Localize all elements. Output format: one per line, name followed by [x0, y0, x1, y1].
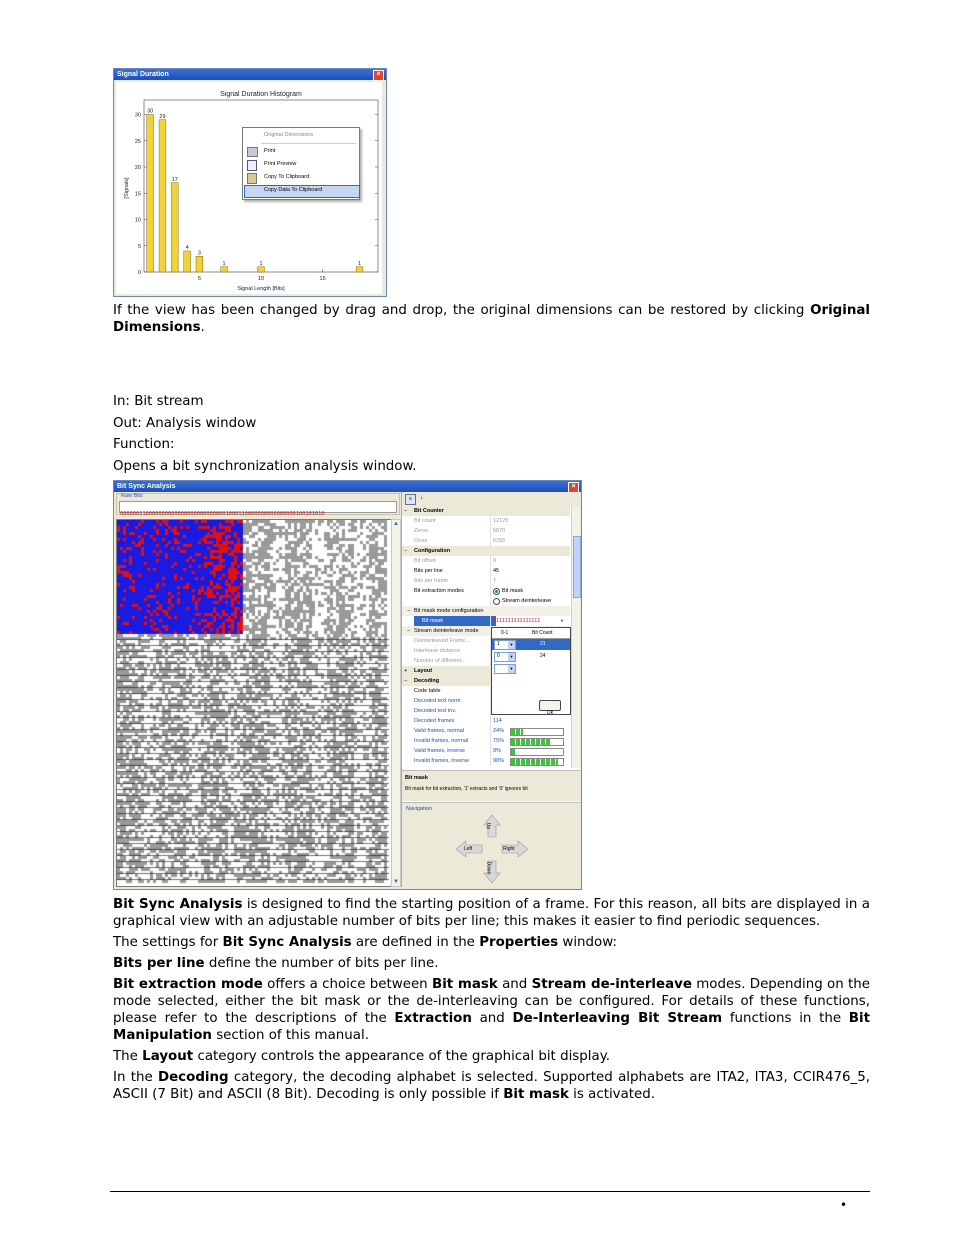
progress-bar-fill	[511, 749, 516, 755]
dropdown-arrow-icon[interactable]: ▼	[560, 618, 564, 623]
property-divider	[490, 726, 491, 736]
property-label: Decoding	[414, 678, 440, 684]
chart-title: Signal Duration Histogram	[220, 91, 302, 98]
radio-button[interactable]	[493, 598, 500, 605]
property-row[interactable]	[402, 556, 570, 566]
histogram-bar	[356, 267, 363, 272]
property-label: Zeros	[414, 528, 429, 534]
property-label: Configuration	[414, 548, 451, 554]
clipboard-icon	[247, 173, 257, 184]
property-label: Invalid frames, inverse	[414, 758, 470, 764]
property-row[interactable]	[402, 586, 570, 596]
progress-bar	[510, 738, 564, 746]
bit-grid-view[interactable]	[116, 519, 392, 887]
y-tick-label: 10	[134, 217, 141, 224]
menu-item-print[interactable]: Print	[243, 146, 359, 158]
property-label: Deinterleaved Frame...	[414, 638, 470, 644]
menu-item-copy-data-to-clipboard[interactable]: Copy Data To Clipboard	[244, 185, 360, 198]
property-row[interactable]	[402, 506, 570, 516]
property-label: Valid frames, normal	[414, 728, 465, 734]
property-divider	[490, 586, 491, 596]
property-divider	[490, 616, 491, 626]
y-tick-label: 15	[134, 191, 141, 198]
property-row[interactable]	[402, 736, 570, 746]
histogram-bar	[196, 256, 203, 272]
collapse-icon[interactable]: −	[404, 678, 408, 684]
property-divider	[490, 736, 491, 746]
property-label: Stream deinterleave mode	[414, 628, 479, 634]
raw-bits-field	[119, 501, 397, 517]
bit-value-select[interactable]: 1 ▼	[494, 640, 516, 650]
property-value[interactable]: 0	[493, 558, 497, 564]
property-divider	[490, 556, 491, 566]
scrollbar-thumb[interactable]	[573, 536, 581, 598]
collapse-icon[interactable]: −	[404, 548, 408, 554]
property-label: Code table	[414, 688, 441, 694]
radio-button[interactable]	[493, 588, 500, 595]
popup-row-1[interactable]: 1 ▼ 21	[492, 639, 570, 650]
popup-row-new[interactable]	[492, 663, 570, 674]
collapse-icon[interactable]: −	[407, 608, 411, 614]
property-row[interactable]	[402, 576, 570, 586]
histogram-bar	[184, 251, 191, 272]
property-label: Bit Counter	[414, 508, 444, 514]
bar-data-label: 4	[185, 245, 189, 251]
progress-bar-fill	[511, 739, 550, 745]
property-value[interactable]: 90%	[493, 758, 505, 764]
bar-data-label: 29	[159, 113, 166, 120]
y-axis-label: [Signals]	[124, 177, 130, 199]
property-divider	[490, 526, 491, 536]
raw-bits-group	[116, 493, 400, 515]
property-value[interactable]: Bit mask	[502, 588, 524, 594]
property-divider	[490, 756, 491, 766]
window-title: Bit Sync Analysis	[117, 483, 176, 490]
window-titlebar	[114, 69, 386, 80]
property-label: Invalid frames, normal	[414, 738, 469, 744]
property-value[interactable]: 6255	[493, 538, 506, 544]
bit-value-select[interactable]: 0 ▼	[494, 652, 516, 662]
x-axis-label: Signal Length [Bits]	[237, 286, 285, 292]
progress-bar	[510, 758, 564, 766]
context-menu	[242, 127, 360, 200]
collapse-icon[interactable]: +	[404, 668, 408, 674]
property-value[interactable]: 1111111111111111	[493, 618, 541, 624]
property-value[interactable]: 114	[493, 718, 502, 724]
property-value[interactable]: 45	[493, 568, 500, 574]
property-row[interactable]	[402, 516, 570, 526]
x-tick-label: 10	[257, 276, 265, 282]
bar-data-label: 17	[171, 176, 178, 183]
property-divider	[490, 536, 491, 546]
scroll-up-icon[interactable]: ▲	[393, 521, 399, 527]
dropdown-arrow-icon[interactable]: ▼	[509, 642, 514, 647]
property-row[interactable]	[402, 536, 570, 546]
property-value[interactable]: 5870	[493, 528, 506, 534]
window-title: Signal Duration	[117, 71, 169, 78]
property-row[interactable]	[402, 726, 570, 736]
navigation-panel	[402, 802, 580, 889]
property-label: Decoded text inv.	[414, 708, 457, 714]
collapse-icon[interactable]: −	[407, 628, 411, 634]
property-value[interactable]: 7	[493, 578, 497, 584]
menu-item-copy-to-clipboard[interactable]: Copy To Clipboard	[243, 172, 359, 184]
bar-data-label: 1	[357, 260, 362, 267]
y-tick-label: 20	[134, 165, 141, 171]
histogram-bar	[159, 120, 166, 272]
bit-sync-window	[113, 480, 582, 890]
window-titlebar	[114, 481, 581, 492]
scroll-down-icon[interactable]: ▼	[393, 879, 399, 885]
output-line: Out: Analysis window	[113, 416, 257, 431]
close-icon[interactable]: ×	[373, 70, 384, 81]
property-value[interactable]: 12125	[493, 518, 509, 524]
bit-count-popup	[491, 627, 571, 715]
x-tick-label: 5	[197, 276, 201, 282]
paragraph-settings: The settings for Bit Sync Analysis are defined in the Properties window:	[113, 935, 617, 950]
y-tick-label: 0	[137, 270, 141, 276]
nav-up-label: Up	[485, 822, 492, 830]
menu-item-original-dimensions[interactable]: Original Dimensions	[264, 132, 314, 138]
input-line: In: Bit stream	[113, 394, 204, 409]
bit-grid-canvas	[117, 520, 389, 884]
y-tick-label: 25	[134, 138, 141, 145]
property-divider	[490, 576, 491, 586]
properties-panel	[401, 492, 580, 887]
bit-grid-scrollbar[interactable]	[391, 519, 401, 887]
property-description	[402, 770, 580, 801]
x-tick-label: 15	[319, 276, 326, 282]
bit-value-select[interactable]	[494, 664, 516, 674]
property-label: Bit offset	[414, 558, 436, 564]
progress-bar-fill	[511, 759, 558, 765]
property-label: Decoded frames	[414, 718, 455, 724]
io-block	[113, 393, 870, 475]
property-value[interactable]: 9%	[493, 748, 501, 754]
property-divider	[490, 596, 491, 606]
property-label: Ones	[414, 538, 428, 544]
popup-ok-button[interactable]: Ok	[539, 700, 561, 711]
y-tick-label: 30	[134, 112, 141, 119]
nav-left-label: Left	[464, 846, 473, 852]
property-row[interactable]	[402, 546, 570, 556]
property-divider	[490, 566, 491, 576]
footer-bullet: •	[840, 1198, 848, 1212]
property-label: Bit count	[414, 518, 436, 524]
property-value[interactable]: Stream deinterleave	[502, 598, 552, 604]
property-row[interactable]	[402, 716, 570, 726]
popup-header: 0-1 Bit Count	[492, 628, 570, 639]
histogram-bar	[147, 115, 154, 273]
collapse-icon[interactable]: −	[404, 508, 408, 514]
property-row[interactable]	[402, 526, 570, 536]
signal-duration-window	[113, 68, 387, 297]
paragraph-extraction-mode: Bit extraction mode offers a choice between Bit mask and Stream de-interleave modes. Depending on the mode selected, either the bit mask or the de-interleaving can be configured. For details of these functions, please refer to the descriptions of the Extraction and De-Interleaving Bit Stream functions in the Bit Manipulation section of this manual.	[113, 977, 870, 1043]
property-label: Bit mask	[414, 616, 496, 626]
navigation-label: Navigation	[406, 806, 432, 812]
close-icon[interactable]: ×	[568, 482, 579, 493]
paragraph-bit-sync-intro: Bit Sync Analysis is designed to find the starting position of a frame. For this reason, all bits are displayed in a graphical view with an adjustable number of bits per line; this makes it easier to find periodic sequences.	[113, 897, 870, 929]
raw-bits-label: Raw Bits	[121, 493, 143, 499]
property-value[interactable]: 75%	[493, 738, 505, 744]
property-label: Number of different...	[414, 658, 466, 664]
property-label: Interleave distance	[414, 648, 461, 654]
paragraph-layout: The Layout category controls the appearance of the graphical bit display.	[113, 1049, 610, 1064]
paragraph-decoding: In the Decoding category, the decoding alphabet is selected. Supported alphabets are ITA2, ITA3, CCIR476_5, ASCII (7 Bit) and ASCII (8 Bit). Decoding is only possible if Bit mask is activated.	[113, 1070, 870, 1102]
properties-toolbar	[402, 492, 580, 506]
progress-bar-fill	[511, 729, 523, 735]
description-text: Bit mask for bit extraction, '1' extracts and '0' ignores bit	[405, 786, 528, 792]
progress-bar	[510, 728, 564, 736]
progress-bar	[510, 748, 564, 756]
property-label: Layout	[414, 668, 433, 674]
menu-item-print-preview[interactable]: Print Preview	[243, 159, 359, 171]
property-row[interactable]	[402, 596, 570, 606]
property-row[interactable]	[402, 606, 570, 616]
property-divider	[490, 746, 491, 756]
bar-data-label: 1	[259, 260, 263, 267]
print-preview-icon	[247, 160, 257, 171]
popup-row-2[interactable]: 0 ▼ 24	[492, 651, 570, 662]
footer-rule	[110, 1191, 870, 1192]
property-row[interactable]	[402, 566, 570, 576]
dropdown-arrow-icon[interactable]: ▼	[509, 666, 514, 671]
property-label: Bits per line	[414, 568, 443, 574]
property-label: Bit extraction modes	[414, 588, 464, 594]
property-row[interactable]	[402, 746, 570, 756]
bar-data-label: 3	[197, 250, 201, 257]
property-label: Decoded text norm.	[414, 698, 462, 704]
raw-bits-value: 0000001100000000000000000000000001000110000000000000000100101010	[120, 511, 325, 517]
sort-alpha-icon[interactable]: ↓	[420, 495, 423, 501]
printer-icon	[247, 147, 258, 157]
nav-right-label: Right	[503, 846, 515, 852]
paragraph-bits-per-line: Bits per line define the number of bits per line.	[113, 956, 439, 971]
histogram-bar	[221, 267, 228, 272]
y-tick-label: 5	[137, 243, 141, 250]
dropdown-arrow-icon[interactable]: ▼	[509, 654, 514, 659]
histogram-bar	[258, 267, 265, 272]
nav-down-label: Down	[485, 861, 492, 875]
property-row[interactable]	[402, 616, 570, 626]
body-text	[113, 896, 870, 1103]
property-row[interactable]	[402, 756, 570, 766]
property-label: Bit mask mode configuration	[414, 608, 484, 614]
property-label: Bits per frame	[414, 578, 449, 584]
property-label: Valid frames, inverse	[414, 748, 465, 754]
property-divider	[490, 716, 491, 726]
bar-data-label: 1	[222, 260, 226, 267]
description-title: Bit mask	[405, 775, 428, 781]
bar-data-label: 30	[147, 108, 154, 115]
property-divider	[490, 516, 491, 526]
function-description: Opens a bit synchronization analysis window.	[113, 459, 417, 474]
paragraph-original-dimensions: If the view has been changed by drag and drop, the original dimensions can be restored by clicking Original Dimensions.	[113, 303, 870, 335]
function-line: Function:	[113, 437, 175, 452]
categorized-icon[interactable]: ≡	[405, 494, 416, 505]
menu-separator	[261, 143, 356, 144]
property-grid-scrollbar[interactable]	[571, 506, 580, 768]
histogram-bar	[171, 183, 178, 272]
property-value[interactable]: 24%	[493, 728, 505, 734]
